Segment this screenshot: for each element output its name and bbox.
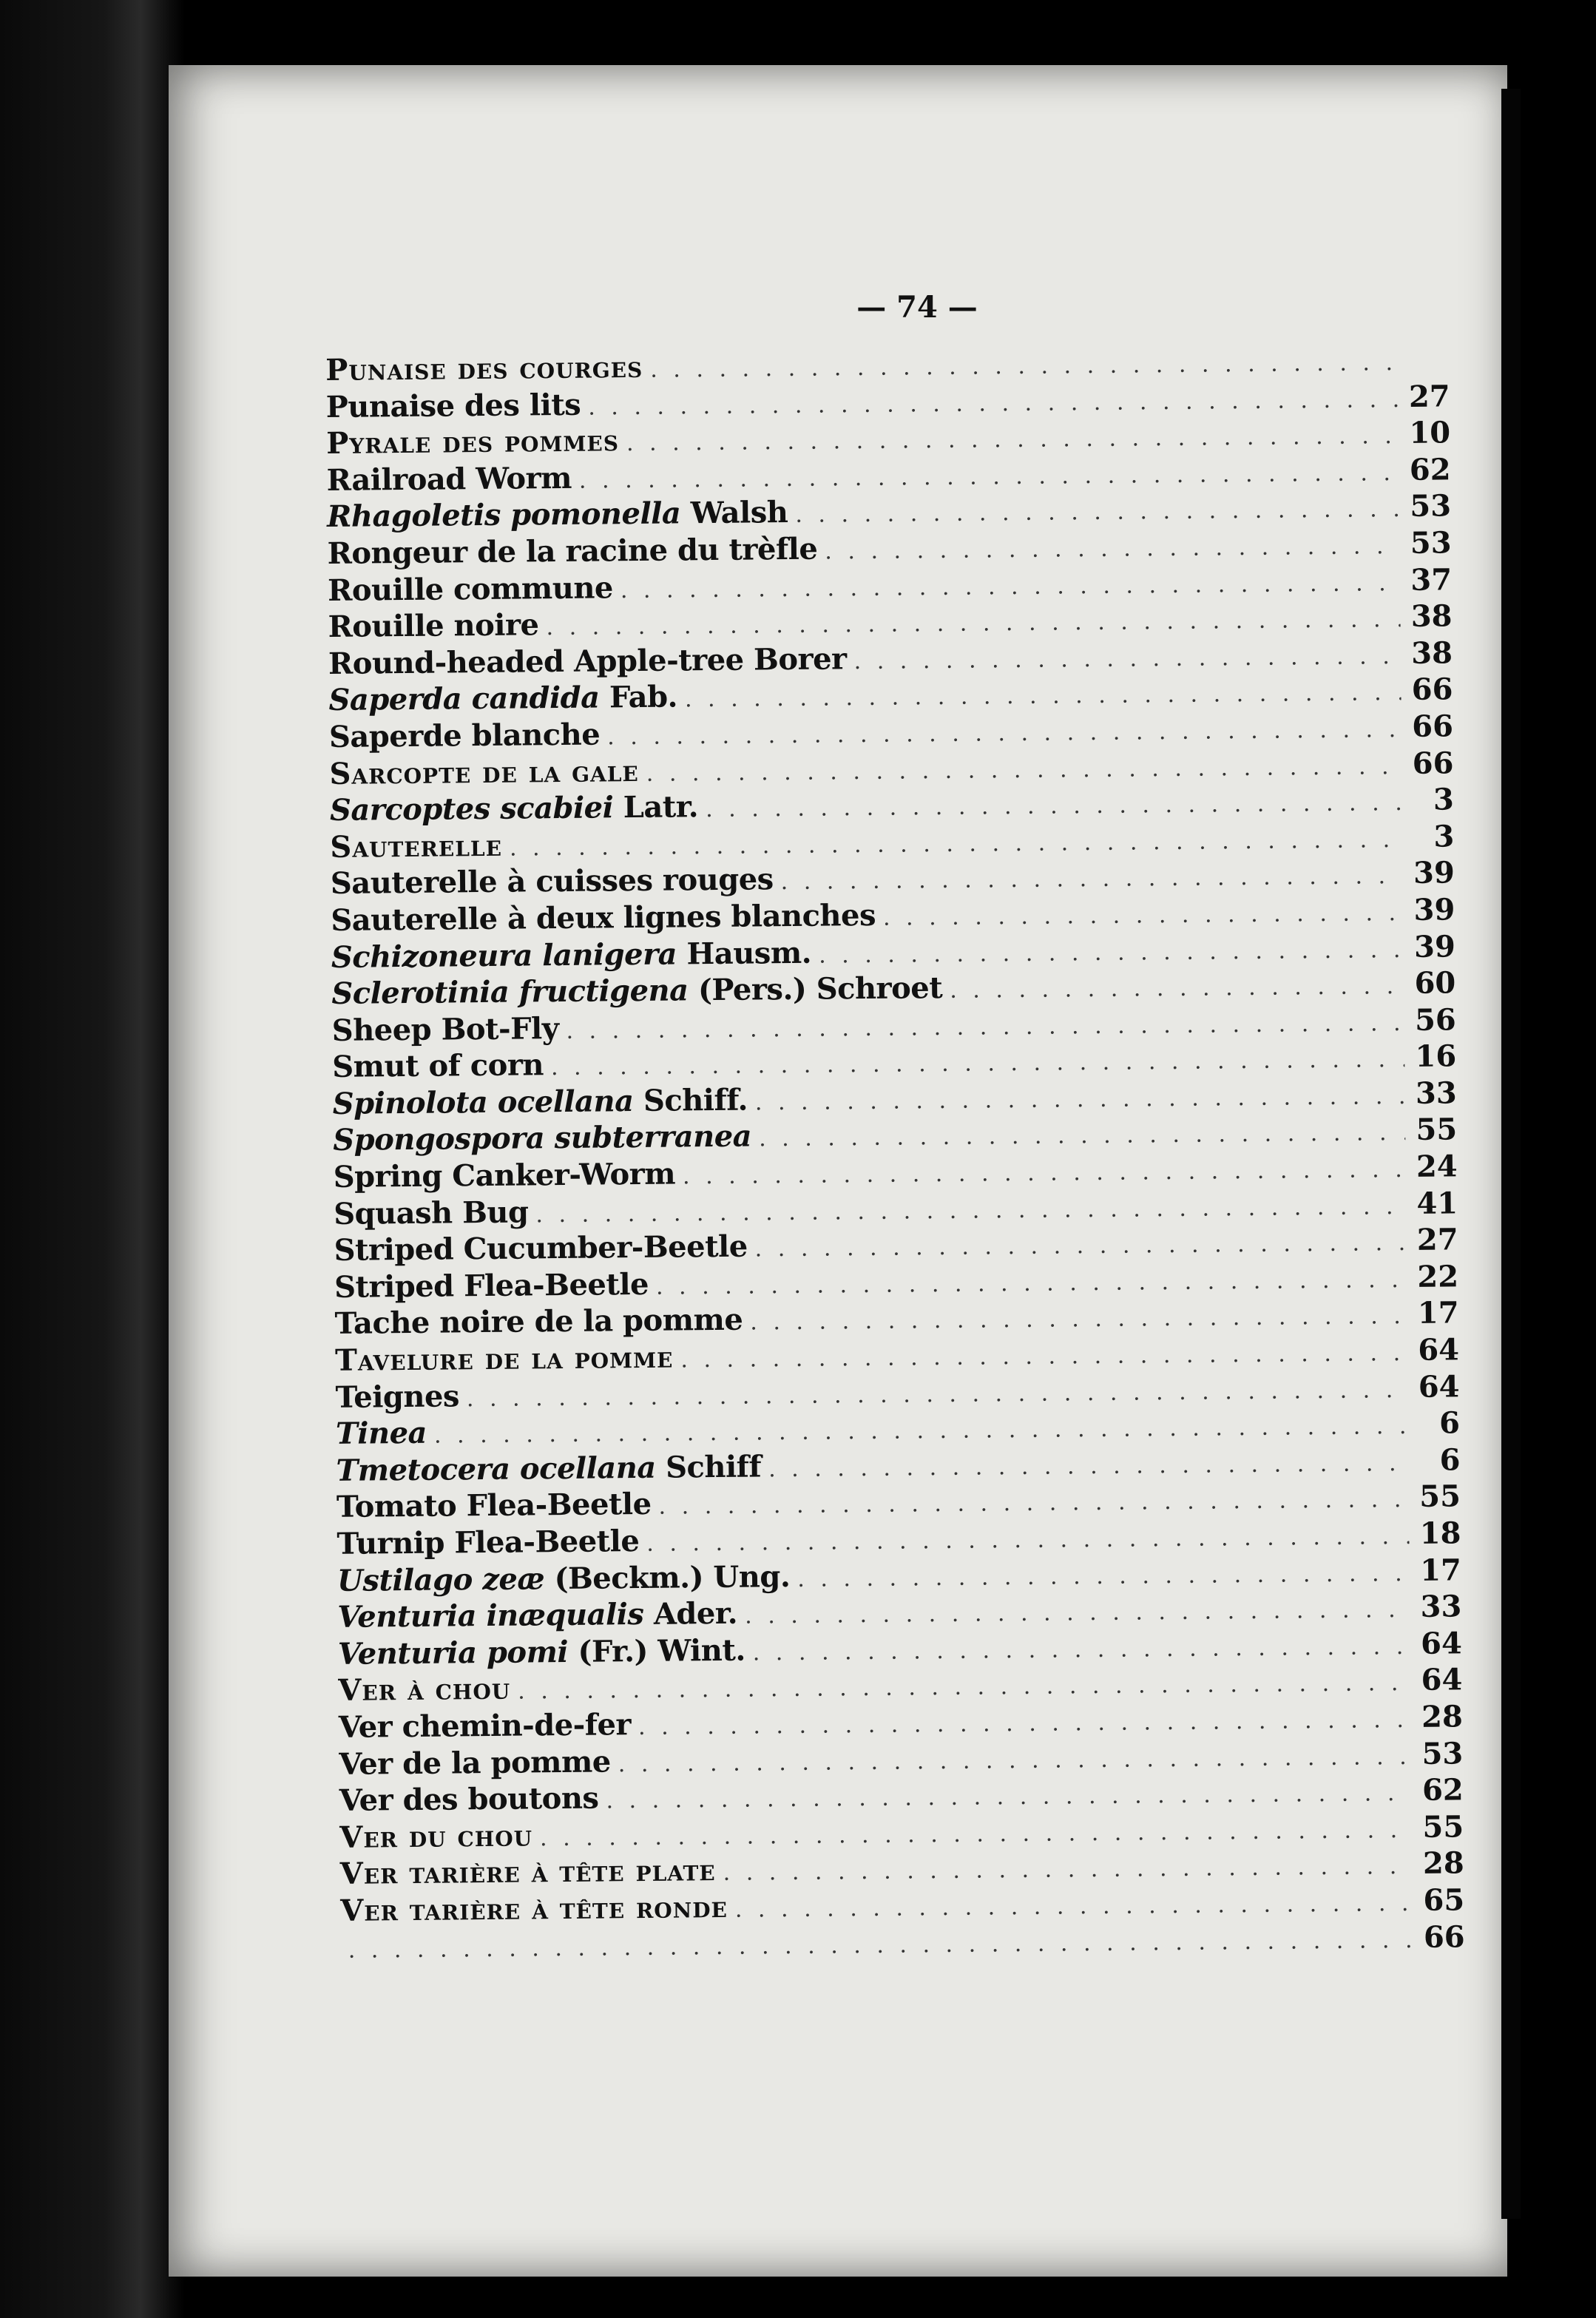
index-term-scientific-name: Ustilago zeæ [337,1561,545,1598]
dot-leader [825,528,1400,570]
index-term [334,1302,743,1342]
index-term [330,788,699,828]
dot-leader [819,932,1404,974]
index-term [331,934,812,976]
index-term [326,460,572,499]
index-term [332,1010,559,1050]
index-term-text: (Beckm.) Ung. [544,1558,791,1596]
index-page-number: 66 [1411,672,1453,708]
index-term-text: Ver tarière à tête ronde [340,1889,728,1928]
index-term [328,679,677,719]
index-page-number: 55 [1416,1112,1458,1148]
index-term [340,1889,728,1930]
index-term-text: Sheep Bot-Fly [331,1010,559,1048]
index-page-number: 27 [1408,379,1450,414]
dot-leader [797,1555,1410,1598]
index-page-number: 18 [1419,1516,1461,1551]
index-term-text: Teignes [335,1378,460,1415]
dot-leader [759,1115,1406,1158]
dot-leader [706,785,1402,828]
index-page-number: 38 [1410,598,1453,635]
dot-leader [883,895,1404,936]
index-page-number: 64 [1418,1332,1460,1368]
index-page-number: 64 [1418,1368,1460,1405]
dot-leader [768,1445,1409,1488]
index-term-scientific-name: Sclerotinia fructigena [331,973,689,1012]
index-term [328,606,538,645]
index-page-number: 64 [1420,1626,1463,1661]
index-page-number: 39 [1413,928,1456,964]
index-page-number: 53 [1410,488,1452,524]
index-term [331,862,774,902]
index-term-scientific-name: Venturia pomi [337,1634,569,1672]
page-number: — 74 — [856,290,978,325]
index-term [334,1194,529,1232]
index-term [339,1817,532,1856]
index-page-number: 53 [1410,525,1452,561]
index-page-number: 65 [1423,1882,1465,1918]
dot-leader [753,1629,1411,1672]
index-term [333,1156,675,1196]
index-term [328,570,613,609]
index-term-text: Ader. [643,1595,738,1632]
index-page-number: 27 [1416,1222,1458,1258]
index-term [337,1486,652,1526]
index-page-number: 38 [1411,635,1453,671]
index-page-number: 60 [1414,965,1456,1001]
index-term-text: (Pers.) Schroet [688,970,943,1008]
index-page-number: 66 [1412,709,1454,744]
index-term-text: Spring Canker-Worm [333,1156,676,1195]
index-page-number: 62 [1421,1772,1464,1808]
index-term [334,1266,649,1306]
index-term-text: Ver tarière à tête plate [339,1853,716,1892]
index-term-text: Tache noire de la pomme [334,1302,743,1342]
index-page-number: 56 [1414,1002,1456,1038]
index-page-number: 55 [1422,1809,1464,1845]
index-term [329,752,639,792]
dot-leader [754,1225,1406,1268]
index-term-scientific-name: Tmetocera ocellana [336,1450,656,1488]
index-term [339,1780,599,1819]
index-term-text: Railroad Worm [326,460,572,498]
index-page-number: 3 [1433,819,1455,854]
index-term-text: Hausm. [676,935,812,971]
index-page-number: 39 [1413,855,1455,891]
index-term-text: Walsh [680,495,788,531]
dot-leader [735,1885,1413,1928]
index-term-text: Smut of corn [332,1047,544,1085]
dot-leader [853,638,1401,680]
index-term [329,716,601,755]
index-term [339,1743,611,1783]
index-term-text: Punaise des courges [325,349,643,388]
index-page-number: 16 [1415,1038,1457,1075]
index-term [337,1558,791,1599]
index-term-scientific-name: Sarcoptes scabiei [329,790,614,828]
index-term-text: Rouille commune [327,570,614,608]
index-term-scientific-name: Rhagoletis pomonella [326,496,681,535]
index-page-number: 33 [1420,1589,1462,1625]
index-term-text: Sauterelle [330,828,503,865]
index-term-text: (Fr.) Wint. [567,1632,745,1669]
index-term [339,1706,632,1746]
index-page-number: 28 [1422,1845,1464,1882]
index-page-number: 6 [1438,1405,1461,1441]
dot-leader [723,1848,1413,1892]
index-term [327,494,788,535]
index-list [325,341,1465,1966]
index-term [333,1118,751,1159]
index-term-text: Sauterelle à cuisses rouges [330,862,774,902]
index-term-text: Tavelure de la pomme [334,1339,674,1378]
dot-leader [795,491,1399,533]
index-term [337,1595,737,1636]
index-term-text: Striped Flea-Beetle [334,1266,649,1305]
index-term-text: Fab. [599,679,678,715]
index-term-text: Squash Bug [333,1195,529,1231]
index-term-scientific-name: Venturia inæqualis [337,1597,644,1635]
index-term-scientific-name: Spinolota ocellana [332,1083,634,1121]
index-term [326,422,619,462]
index-page-number: 6 [1439,1442,1461,1478]
index-page-number: 66 [1412,745,1454,781]
index-term-text: Schiff [655,1449,762,1485]
index-page-number [1405,369,1450,370]
index-term [331,970,942,1013]
index-page-number: 17 [1419,1552,1462,1588]
index-term [340,1852,716,1892]
index-page-number: 41 [1416,1186,1458,1221]
index-term [336,1448,761,1489]
index-page-number: 37 [1410,561,1453,598]
index-term-text: Sauterelle à deux lignes blanches [331,897,876,938]
index-term [332,1047,544,1085]
index-term [336,1415,427,1453]
index-term [325,386,581,425]
index-term-text: Striped Cucumber-Beetle [334,1229,748,1268]
dot-leader [780,858,1403,901]
index-term [335,1378,459,1416]
dot-leader [950,968,1404,1009]
index-page-number: 39 [1413,892,1455,927]
index-page-number: 24 [1416,1149,1458,1184]
index-term [328,641,847,682]
dot-leader [745,1592,1410,1635]
index-term [335,1339,674,1379]
index-page-number: 17 [1417,1295,1459,1331]
index-term-text: Saperde blanche [328,717,601,754]
index-term [338,1671,510,1709]
index-term-text: Sarcopte de la gale [329,753,639,791]
index-term-text: Punaise des lits [325,387,581,425]
index-term [338,1632,745,1672]
index-term-scientific-name: Saperda candida [328,680,600,718]
index-term-text: Latr. [613,789,699,825]
index-term-text: Round-headed Apple-tree Borer [328,641,847,681]
index-term-text: Ver à chou [338,1672,511,1709]
index-term [337,1523,639,1563]
index-term [327,531,817,572]
index-term [331,897,876,939]
index-term-text: Ver de la pomme [339,1743,611,1782]
index-page-number: 62 [1409,452,1451,487]
index-term-text: Rouille noire [328,607,539,645]
dot-leader [755,1078,1405,1121]
index-term-text: Ver du chou [339,1818,533,1855]
index-term-text: Rongeur de la racine du trèfle [327,531,818,571]
index-term [325,349,643,389]
index-page-number: 66 [1423,1919,1465,1955]
index-term-text: Pyrale des pommes [325,423,620,462]
index-page-number: 33 [1415,1075,1457,1111]
index-term [330,827,502,865]
page-edge-shadow [1501,89,1521,2219]
index-page-number: 3 [1433,782,1455,817]
index-page-number: 55 [1419,1479,1461,1515]
index-term [333,1081,748,1122]
index-term-text: Turnip Flea-Beetle [337,1524,640,1561]
index-page-number: 28 [1421,1699,1464,1734]
index-term-scientific-name: Spongospora subterranea [333,1118,752,1158]
index-term-scientific-name: Schizoneura lanigera [331,936,677,975]
index-term-text: Ver chemin-de-fer [338,1707,632,1745]
index-term-text: Schiff. [633,1082,748,1118]
index-term [334,1229,747,1269]
index-term-text: Tomato Flea-Beetle [336,1487,652,1525]
index-page-number: 53 [1421,1735,1464,1771]
dot-leader [750,1298,1407,1341]
index-page-number: 64 [1421,1662,1463,1698]
index-term-scientific-name: Tinea [335,1415,427,1452]
index-page-number: 22 [1417,1259,1459,1294]
index-page-number: 10 [1409,415,1451,451]
index-term-text: Ver des boutons [339,1780,599,1819]
